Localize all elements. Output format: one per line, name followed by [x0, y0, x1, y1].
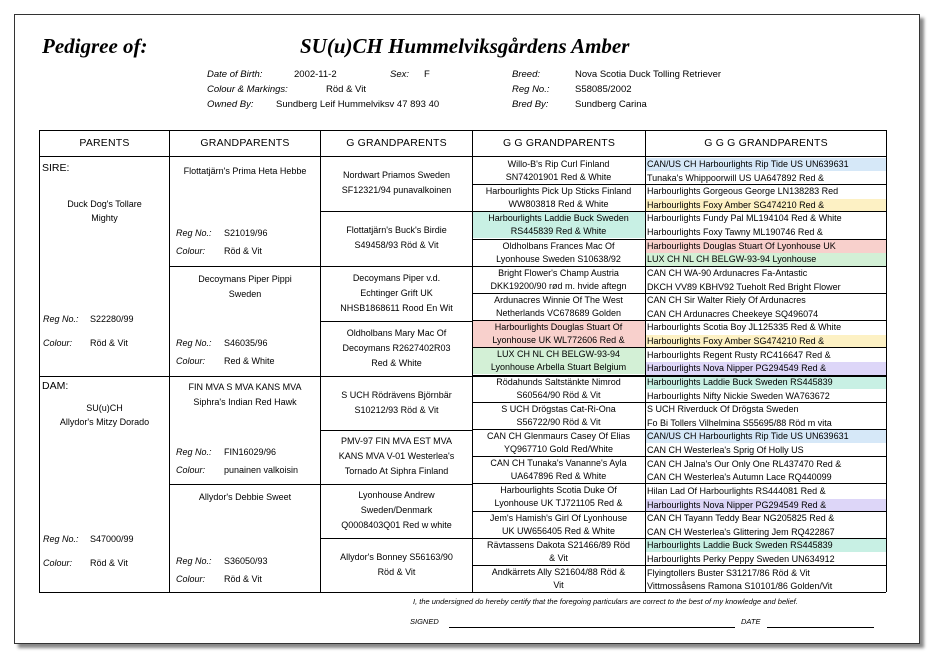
header-gg-grandparents: G G GRANDPARENTS	[502, 137, 616, 149]
gg-grandparent-entry	[472, 212, 645, 238]
gg-grandparent-entry	[472, 376, 645, 402]
dam-colour-value: Röd & Vit	[90, 558, 128, 568]
ggg-grandparent-entry: Harbourlights Laddie Buck Sweden RS445839	[646, 376, 887, 389]
gg-grandparent-entry	[472, 321, 645, 347]
gg-grandparent-text: S UCH Drögstas Cat-Ri-Ona	[501, 403, 616, 414]
ggg-grandparent-entry: Harbourlights Gorgeous George LN138283 Red	[647, 186, 839, 197]
grandparent-2-colour-label: Colour:	[176, 356, 206, 366]
reg-value: S58085/2002	[575, 84, 632, 95]
date-label: DATE	[741, 617, 761, 626]
g-grandparent-text: SF12321/94 punavalkoinen	[341, 185, 452, 195]
gg-grandparent-text: Andkärrets Ally S21604/88 Röd &	[491, 567, 626, 577]
header-grandparents: GRANDPARENTS	[200, 137, 290, 149]
g-grandparent-text: Lyonhouse Andrew	[358, 490, 435, 500]
g-grandparent-text: Allydor's Bonney S56163/90	[340, 551, 453, 562]
grandparent-2-reg: S46035/96	[224, 338, 268, 348]
colour-value: Röd & Vit	[326, 84, 366, 95]
dam-name-line1: SU(u)CH	[86, 403, 123, 413]
g-grandparent-text: Nordwart Priamos Sweden	[342, 170, 451, 180]
colour-label: Colour & Markings:	[207, 84, 288, 95]
gg-grandparent-text: Rödahunds Saltstänkte Nimrod	[496, 376, 621, 387]
ggg-grandparent-entry: Harbourlights Nova Nipper PG294549 Red &	[646, 499, 887, 512]
ggg-grandparent-entry: Tunaka's Whippoorwill US UA647892 Red &	[647, 172, 824, 183]
grandparent-1-colour: Röd & Vit	[224, 246, 262, 256]
certification-text: I, the undersigned do hereby certify that the foregoing particulars are correct to the best of my knowledge and belief.	[413, 597, 798, 606]
ggg-grandparent-entry: Harbourlights Foxy Amber SG474210 Red &	[646, 335, 887, 348]
ggg-grandparent-entry: DKCH VV89 KBHV92 Tueholt Red Bright Flower	[647, 281, 841, 292]
owner-label: Owned By:	[207, 99, 254, 110]
gg-grandparent-text: LUX CH NL CH BELGW-93-94	[472, 348, 645, 361]
ggg-grandparent-entry: LUX CH NL CH BELGW-93-94 Lyonhouse	[646, 253, 887, 266]
header-parents: PARENTS	[79, 137, 130, 149]
gg-grandparent-text: UK UW656405 Red & White	[501, 525, 616, 536]
grandparent-4-reg-label: Reg No.:	[176, 556, 212, 566]
grandparent-4-name: Allydor's Debbie Sweet	[198, 492, 292, 502]
gg-grandparent-entry	[472, 430, 645, 456]
gg-grandparent-text: SN74201901 Red & White	[505, 172, 612, 182]
g-grandparent-text: S49458/93 Röd & Vit	[354, 240, 439, 250]
ggg-grandparent-entry: Harbourlights Perky Peppy Sweden UN634912	[647, 553, 835, 564]
grandparent-4-reg: S36050/93	[224, 556, 268, 566]
g-grandparent-text: Oldholbans Mary Mac Of	[346, 327, 447, 338]
g-grandparent-text: Decoymans Piper v.d.	[352, 272, 441, 283]
grandparent-1-colour-label: Colour:	[176, 246, 206, 256]
gg-grandparent-text: Netherlands VC678689 Golden	[495, 308, 622, 318]
signed-label: SIGNED	[410, 617, 439, 626]
ggg-grandparent-entry: Harbourlights Foxy Tawny ML190746 Red &	[647, 227, 823, 238]
g-grandparent-text: S UCH Rödrävens Björnbär	[341, 389, 452, 400]
gg-grandparent-text: Harbourlights Douglas Stuart Of	[472, 321, 645, 334]
header-g-grandparents: G GRANDPARENTS	[346, 137, 447, 149]
dam-label: DAM:	[42, 380, 69, 392]
gg-grandparent-entry	[472, 294, 645, 320]
g-grandparent-text: S10212/93 Röd & Vit	[354, 404, 439, 415]
gg-grandparent-text: Lyonhouse UK WL772606 Red &	[472, 334, 645, 347]
grandparent-2-name-line1: Decoymans Piper Pippi	[198, 274, 292, 284]
g-grandparent-text: NHSB1868611 Rood En Wit	[340, 302, 453, 313]
gg-grandparent-text: S60564/90 Röd & Vit	[516, 389, 601, 400]
gg-grandparent-text: Lyonhouse Sweden S10638/92	[496, 253, 621, 264]
grandparent-1-name: Flottatjärn's Prima Heta Hebbe	[183, 166, 307, 176]
gg-grandparent-text: Ardunacres Winnie Of The West	[494, 295, 623, 305]
gg-grandparent-entry	[472, 158, 645, 184]
g-grandparent-text: Decoymans R2627402R03	[342, 342, 451, 353]
g-grandparent-text: KANS MVA V-01 Westerlea's	[338, 451, 455, 461]
gg-grandparent-text: DKK19200/90 rød m. hvide aftegn	[490, 280, 627, 291]
g-grandparent-text: Röd & Vit	[377, 566, 416, 577]
sex-value: F	[424, 69, 430, 80]
g-grandparent-text: Red & White	[371, 357, 422, 368]
sex-label: Sex:	[390, 69, 410, 80]
gg-grandparent-entry	[472, 539, 645, 565]
grandparent-1-reg-label: Reg No.:	[176, 228, 212, 238]
gg-grandparent-text: Harbourlights Scotia Duke Of	[500, 485, 617, 496]
ggg-grandparent-entry: CAN CH Westerlea's Sprig Of Holly US	[647, 445, 804, 456]
sire-reg-label: Reg No.:	[43, 314, 79, 324]
grandparent-3-name-line1: FIN MVA S MVA KANS MVA	[188, 382, 302, 392]
sire-reg-value: S22280/99	[90, 314, 134, 324]
pedigree-label: Pedigree of:	[42, 34, 148, 58]
gg-grandparent-entry	[472, 512, 645, 538]
ggg-grandparent-entry: Harbourlights Nova Nipper PG294549 Red &	[646, 362, 887, 375]
gg-grandparent-text: UA647896 Red & White	[510, 471, 607, 482]
gg-grandparent-entry	[472, 484, 645, 510]
grandparent-3-reg-label: Reg No.:	[176, 447, 212, 457]
gg-grandparent-text: Vit	[553, 580, 564, 590]
grandparent-4-colour-label: Colour:	[176, 574, 206, 584]
ggg-grandparent-entry: CAN CH Westerlea's Glittering Jem RQ422867	[647, 526, 835, 537]
ggg-grandparent-entry: CAN CH Tayann Teddy Bear NG205825 Red &	[647, 513, 835, 524]
gg-grandparent-entry	[472, 457, 645, 483]
grandparent-1-reg: S21019/96	[224, 228, 268, 238]
grandparent-4-colour: Röd & Vit	[224, 574, 262, 584]
bred-by-label: Bred By:	[512, 99, 549, 110]
ggg-grandparent-entry: Harbourlights Scotia Boy JL125335 Red & White	[647, 322, 842, 333]
g-grandparent-text: Q0008403Q01 Red w white	[341, 520, 452, 530]
ggg-grandparent-entry: Harbourlights Fundy Pal ML194104 Red & White	[647, 213, 842, 224]
ggg-grandparent-entry: Harbourlights Laddie Buck Sweden RS445839	[646, 539, 887, 552]
g-grandparent-text: PMV-97 FIN MVA EST MVA	[340, 436, 453, 446]
ggg-grandparent-entry: Fo Bi Tollers Vilhelmina S55695/88 Röd m vita	[647, 417, 832, 428]
gg-grandparent-text: CAN CH Glenmaurs Casey Of Elias	[486, 431, 631, 441]
dam-name-line2: Allydor's Mitzy Dorado	[59, 417, 150, 427]
gg-grandparent-entry	[472, 566, 645, 592]
ggg-grandparent-entry: Flyingtollers Buster S31217/86 Röd & Vit	[647, 567, 810, 578]
gg-grandparent-text: Bright Flower's Champ Austria	[498, 267, 619, 278]
gg-grandparent-text: Willo-B's Rip Curl Finland	[507, 159, 610, 169]
ggg-grandparent-entry: CAN CH Jalna's Our Only One RL437470 Red &	[647, 458, 842, 469]
gg-grandparent-text: Harbourlights Pick Up Sticks Finland	[485, 186, 632, 197]
ggg-grandparent-entry: CAN CH WA-90 Ardunacres Fa-Antastic	[647, 267, 808, 278]
ggg-grandparent-entry: CAN CH Sir Walter Riely Of Ardunacres	[647, 295, 806, 306]
gg-grandparent-entry	[472, 267, 645, 293]
gg-grandparent-entry	[472, 240, 645, 266]
ggg-grandparent-entry: Harbourlights Foxy Amber SG474210 Red &	[646, 199, 887, 212]
gg-grandparent-text: Jem's Hamish's Girl Of Lyonhouse	[489, 512, 628, 523]
sire-name-line1: Duck Dog's Tollare	[67, 199, 142, 209]
date-line[interactable]	[767, 627, 874, 628]
ggg-grandparent-entry: Harbourlights Nifty Nickie Sweden WA763672	[647, 390, 830, 401]
dob-label: Date of Birth:	[207, 69, 263, 80]
breed-value: Nova Scotia Duck Tolling Retriever	[575, 69, 722, 80]
owner-value: Sundberg Leif Hummelviksv 47 893 40	[276, 99, 440, 110]
ggg-grandparent-entry: CAN/US CH Harbourlights Rip Tide US UN639631	[646, 430, 887, 443]
g-grandparent-text: Sweden/Denmark	[360, 505, 433, 515]
grandparent-2-reg-label: Reg No.:	[176, 338, 212, 348]
dob-value: 2002-11-2	[294, 69, 337, 80]
grandparent-3-colour-label: Colour:	[176, 465, 206, 475]
ggg-grandparent-entry: Vittmossåsens Ramona S10101/86 Golden/Vit	[647, 581, 833, 592]
grandparent-3-colour: punainen valkoisin	[224, 465, 299, 475]
ggg-grandparent-entry: CAN/US CH Harbourlights Rip Tide US UN639631	[646, 158, 887, 171]
gg-grandparent-entry	[472, 185, 645, 211]
gg-grandparent-text: Harbourlights Laddie Buck Sweden	[472, 212, 645, 225]
ggg-grandparent-entry: CAN CH Ardunacres Cheekeye SQ496074	[647, 308, 819, 319]
breed-label: Breed:	[512, 69, 540, 80]
sire-colour-value: Röd & Vit	[90, 338, 128, 348]
grandparent-3-name-line2: Siphra's Indian Red Hawk	[193, 397, 297, 407]
gg-grandparent-entry	[472, 348, 645, 374]
gg-grandparent-text: CAN CH Tunaka's Vananne's Ayla	[490, 458, 627, 469]
ggg-grandparent-entry: CAN CH Westerlea's Autumn Lace RQ440099	[647, 472, 832, 483]
gg-grandparent-text: RS445839 Red & White	[472, 225, 645, 238]
gg-grandparent-text: S56722/90 Röd & Vit	[516, 416, 601, 427]
bred-by-value: Sundberg Carina	[575, 99, 647, 110]
reg-label: Reg No.:	[512, 84, 550, 95]
gg-grandparent-entry	[472, 403, 645, 429]
sire-label: SIRE:	[42, 162, 70, 174]
header-ggg-grandparents: G G G GRANDPARENTS	[704, 137, 828, 149]
dam-colour-label: Colour:	[43, 558, 73, 568]
gg-grandparent-text: WW803818 Red & White	[508, 199, 609, 210]
signature-line[interactable]	[449, 627, 735, 628]
g-grandparent-text: Flottatjärn's Buck's Birdie	[346, 225, 447, 235]
ggg-grandparent-entry: Harbourlights Regent Rusty RC416647 Red &	[647, 349, 831, 360]
ggg-grandparent-entry: S UCH Riverduck Of Drögsta Sweden	[647, 404, 799, 415]
dam-reg-value: S47000/99	[90, 534, 134, 544]
gg-grandparent-text: Oldholbans Frances Mac Of	[502, 240, 615, 251]
sire-colour-label: Colour:	[43, 338, 73, 348]
ggg-grandparent-entry: Harbourlights Douglas Stuart Of Lyonhouse UK	[646, 240, 887, 253]
sire-name-line2: Mighty	[91, 213, 118, 223]
gg-grandparent-text: Lyonhouse UK TJ721105 Red &	[494, 498, 623, 509]
gg-grandparent-text: & Vit	[549, 552, 568, 563]
gg-grandparent-text: YQ967710 Gold Red/White	[503, 444, 614, 454]
dam-reg-label: Reg No.:	[43, 534, 79, 544]
g-grandparent-text: Echtinger Grift UK	[360, 287, 433, 298]
gg-grandparent-text: Rävtassens Dakota S21466/89 Röd	[486, 539, 631, 550]
grandparent-2-name-line2: Sweden	[228, 289, 262, 299]
grandparent-3-reg: FIN16029/96	[224, 447, 277, 457]
g-grandparent-text: Tornado At Siphra Finland	[344, 466, 449, 476]
grandparent-2-colour: Red & White	[224, 356, 275, 366]
ggg-grandparent-entry: Hilan Lad Of Harbourlights RS444081 Red &	[647, 485, 826, 496]
dog-name-title: SU(u)CH Hummelviksgårdens Amber	[300, 34, 630, 58]
gg-grandparent-text: Lyonhouse Arbella Stuart Belgium	[472, 361, 645, 374]
